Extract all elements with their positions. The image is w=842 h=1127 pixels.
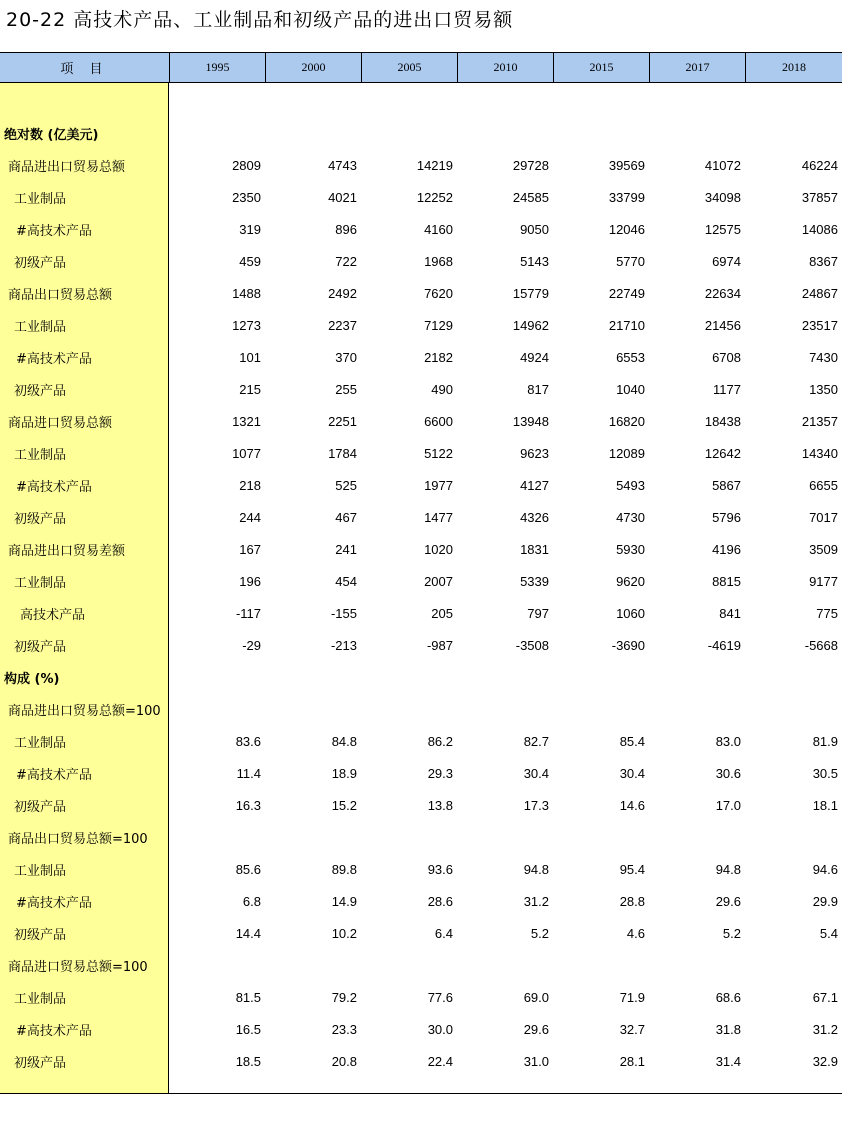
value-cell: 525 [335, 477, 357, 493]
value-cell: 37857 [801, 189, 838, 205]
value-cell: 5770 [616, 253, 645, 269]
value-cell: 2350 [232, 189, 261, 205]
header-year-cell: 2015 [553, 53, 649, 82]
row-label: 工业制品 [14, 735, 67, 751]
value-cell: 29.9 [812, 893, 838, 909]
value-cell: 6708 [712, 349, 741, 365]
value-cell: 5796 [712, 509, 741, 525]
table-row [0, 213, 842, 245]
value-cell: 46224 [801, 157, 838, 173]
value-cell: 85.6 [235, 861, 261, 877]
value-cell: 370 [335, 349, 357, 365]
value-cell: 29.3 [427, 765, 453, 781]
value-cell: 2492 [328, 285, 357, 301]
value-cell: 11.4 [236, 765, 261, 781]
value-cell: 8367 [809, 253, 838, 269]
value-cell: 89.8 [331, 861, 357, 877]
value-cell: 68.6 [715, 989, 741, 1005]
value-cell: 2809 [232, 157, 261, 173]
value-cell: 86.2 [427, 733, 453, 749]
table-row [0, 597, 842, 629]
value-cell: 5493 [616, 477, 645, 493]
value-cell: 196 [239, 573, 261, 589]
value-cell: 71.9 [619, 989, 645, 1005]
value-cell: 23517 [801, 317, 838, 333]
value-cell: 4160 [424, 221, 453, 237]
value-cell: 31.2 [523, 893, 549, 909]
header-year-cell: 2010 [457, 53, 553, 82]
value-cell: -213 [330, 637, 357, 653]
row-label: 工业制品 [14, 191, 67, 207]
value-cell: -4619 [707, 637, 741, 653]
value-cell: 1040 [616, 381, 645, 397]
row-label: #高技术产品 [16, 895, 92, 911]
value-cell: 2251 [328, 413, 357, 429]
row-label: 初级产品 [14, 383, 67, 399]
row-label: 初级产品 [14, 927, 67, 943]
value-cell: 28.6 [427, 893, 453, 909]
value-cell: 13.8 [427, 797, 453, 813]
value-cell: 4127 [520, 477, 549, 493]
value-cell: 5.2 [530, 925, 549, 941]
row-label: 绝对数 (亿美元) [4, 127, 99, 143]
value-cell: 14962 [512, 317, 549, 333]
value-cell: 83.0 [715, 733, 741, 749]
value-cell: 31.4 [715, 1053, 741, 1069]
row-label: #高技术产品 [16, 351, 92, 367]
value-cell: 30.4 [619, 765, 645, 781]
value-cell: 1273 [232, 317, 261, 333]
value-cell: 31.2 [812, 1021, 838, 1037]
value-cell: -29 [242, 637, 261, 653]
row-label: 商品进出口贸易差额 [8, 543, 126, 559]
value-cell: -117 [235, 605, 261, 621]
value-cell: 101 [239, 349, 261, 365]
row-label: 工业制品 [14, 319, 67, 335]
value-cell: 16820 [608, 413, 645, 429]
value-cell: 1784 [328, 445, 357, 461]
value-cell: 18.1 [812, 797, 838, 813]
table-bottom-border [0, 1093, 842, 1094]
value-cell: 29.6 [523, 1021, 549, 1037]
value-cell: 28.1 [619, 1053, 645, 1069]
value-cell: 9177 [809, 573, 838, 589]
row-label: #高技术产品 [16, 767, 92, 783]
table-row [0, 501, 842, 533]
value-cell: 83.6 [235, 733, 261, 749]
value-cell: 12642 [704, 445, 741, 461]
value-cell: -155 [330, 605, 357, 621]
value-cell: 1977 [424, 477, 453, 493]
value-cell: 167 [239, 541, 261, 557]
value-cell: 459 [239, 253, 261, 269]
value-cell: 21357 [801, 413, 838, 429]
value-cell: 7620 [424, 285, 453, 301]
value-cell: 1177 [713, 381, 741, 397]
header-year-cell: 1995 [169, 53, 265, 82]
value-cell: 12089 [608, 445, 645, 461]
table-row [0, 309, 842, 341]
value-cell: 490 [431, 381, 453, 397]
value-cell: 30.0 [427, 1021, 453, 1037]
value-cell: 205 [431, 605, 453, 621]
value-cell: 4924 [520, 349, 549, 365]
header-year-cell: 2018 [745, 53, 842, 82]
value-cell: 94.8 [523, 861, 549, 877]
table-row [0, 1045, 842, 1077]
value-cell: 15779 [512, 285, 549, 301]
row-label: 商品进出口贸易总额=100 [8, 703, 161, 719]
value-cell: 4.6 [626, 925, 645, 941]
value-cell: 93.6 [427, 861, 453, 877]
table-row [0, 149, 842, 181]
trade-table [0, 52, 842, 1093]
value-cell: 6.8 [242, 893, 261, 909]
value-cell: 13948 [512, 413, 549, 429]
table-row [0, 917, 842, 949]
row-label: 商品进出口贸易总额 [8, 159, 126, 175]
value-cell: 22634 [704, 285, 741, 301]
value-cell: -3690 [611, 637, 645, 653]
value-cell: 29728 [512, 157, 549, 173]
value-cell: 12046 [608, 221, 645, 237]
table-row [0, 181, 842, 213]
value-cell: 1350 [809, 381, 838, 397]
value-cell: 29.6 [715, 893, 741, 909]
value-cell: 81.5 [235, 989, 261, 1005]
value-cell: -987 [426, 637, 453, 653]
value-cell: 2237 [328, 317, 357, 333]
value-cell: 79.2 [331, 989, 357, 1005]
value-cell: 241 [335, 541, 357, 557]
value-cell: 95.4 [619, 861, 645, 877]
value-cell: 4326 [520, 509, 549, 525]
value-cell: 7017 [809, 509, 838, 525]
value-cell: 81.9 [812, 733, 838, 749]
table-header [0, 52, 842, 83]
row-label: 初级产品 [14, 799, 67, 815]
value-cell: 10.2 [331, 925, 357, 941]
value-cell: 14219 [416, 157, 453, 173]
value-cell: 2007 [424, 573, 453, 589]
table-row [0, 981, 842, 1013]
value-cell: 33799 [608, 189, 645, 205]
value-cell: 2182 [424, 349, 453, 365]
value-cell: 244 [239, 509, 261, 525]
value-cell: 69.0 [523, 989, 549, 1005]
value-cell: 1488 [232, 285, 261, 301]
value-cell: 775 [816, 605, 838, 621]
row-label: 商品出口贸易总额 [8, 287, 113, 303]
value-cell: 34098 [704, 189, 741, 205]
value-cell: 30.4 [523, 765, 549, 781]
value-cell: 896 [335, 221, 357, 237]
section-row [0, 117, 842, 149]
value-cell: 7430 [809, 349, 838, 365]
table-row [0, 437, 842, 469]
value-cell: 20.8 [331, 1053, 357, 1069]
value-cell: 255 [335, 381, 357, 397]
value-cell: 22.4 [427, 1053, 453, 1069]
section-row [0, 661, 842, 693]
value-cell: 32.7 [619, 1021, 645, 1037]
value-cell: 5122 [424, 445, 453, 461]
value-cell: 24585 [512, 189, 549, 205]
table-row [0, 821, 842, 853]
value-cell: 9620 [616, 573, 645, 589]
value-cell: 18.9 [331, 765, 357, 781]
value-cell: 9623 [520, 445, 549, 461]
value-cell: 1060 [616, 605, 645, 621]
row-label: 商品进口贸易总额=100 [8, 959, 148, 975]
value-cell: 84.8 [331, 733, 357, 749]
value-cell: 8815 [712, 573, 741, 589]
value-cell: 14.9 [331, 893, 357, 909]
value-cell: 28.8 [619, 893, 645, 909]
table-row [0, 885, 842, 917]
row-label: 工业制品 [14, 575, 67, 591]
value-cell: 5339 [520, 573, 549, 589]
value-cell: 18438 [704, 413, 741, 429]
value-cell: 67.1 [812, 989, 838, 1005]
page-title: 20-22 高技术产品、工业制品和初级产品的进出口贸易额 [6, 9, 514, 31]
table-row [0, 565, 842, 597]
value-cell: 31.8 [715, 1021, 741, 1037]
value-cell: 14.4 [235, 925, 261, 941]
value-cell: 1831 [520, 541, 549, 557]
value-cell: 21456 [704, 317, 741, 333]
row-label: 工业制品 [14, 447, 67, 463]
value-cell: 85.4 [619, 733, 645, 749]
row-label: 构成 (%) [4, 671, 60, 687]
value-cell: 16.3 [235, 797, 261, 813]
table-row [0, 853, 842, 885]
value-cell: 454 [335, 573, 357, 589]
table-row [0, 629, 842, 661]
table-row [0, 949, 842, 981]
value-cell: 31.0 [523, 1053, 549, 1069]
value-cell: 1020 [424, 541, 453, 557]
value-cell: 1321 [232, 413, 261, 429]
value-cell: 82.7 [523, 733, 549, 749]
table-row [0, 85, 842, 117]
value-cell: 18.5 [235, 1053, 261, 1069]
value-cell: 841 [719, 605, 741, 621]
value-cell: 1077 [232, 445, 261, 461]
row-label: #高技术产品 [16, 1023, 92, 1039]
value-cell: 467 [335, 509, 357, 525]
row-label: 初级产品 [14, 511, 67, 527]
row-label: 高技术产品 [20, 607, 86, 623]
value-cell: 17.0 [715, 797, 741, 813]
value-cell: 22749 [608, 285, 645, 301]
table-row [0, 1013, 842, 1045]
value-cell: 17.3 [523, 797, 549, 813]
value-cell: 24867 [801, 285, 838, 301]
row-label: 初级产品 [14, 255, 67, 271]
value-cell: 23.3 [331, 1021, 357, 1037]
value-cell: 14086 [801, 221, 838, 237]
value-cell: 77.6 [427, 989, 453, 1005]
value-cell: 797 [527, 605, 549, 621]
table-row [0, 405, 842, 437]
value-cell: 39569 [608, 157, 645, 173]
value-cell: 12575 [704, 221, 741, 237]
value-cell: 3509 [809, 541, 838, 557]
value-cell: 7129 [424, 317, 453, 333]
value-cell: 21710 [608, 317, 645, 333]
value-cell: 5.2 [722, 925, 741, 941]
table-row [0, 469, 842, 501]
table-body [0, 83, 842, 1093]
value-cell: 218 [239, 477, 261, 493]
value-cell: 1968 [424, 253, 453, 269]
row-label: 商品进口贸易总额 [8, 415, 113, 431]
row-label: #高技术产品 [16, 479, 92, 495]
value-cell: 94.8 [715, 861, 741, 877]
value-cell: 15.2 [331, 797, 357, 813]
row-label: 初级产品 [14, 1055, 67, 1071]
row-label: 工业制品 [14, 991, 67, 1007]
value-cell: 14.6 [619, 797, 645, 813]
header-item-cell: 项 目 [60, 62, 109, 77]
table-row [0, 693, 842, 725]
table-row [0, 533, 842, 565]
row-label: #高技术产品 [16, 223, 92, 239]
value-cell: 5.4 [819, 925, 838, 941]
value-cell: 5930 [616, 541, 645, 557]
value-cell: 722 [335, 253, 357, 269]
value-cell: 1477 [424, 509, 453, 525]
table-row [0, 373, 842, 405]
value-cell: 6974 [712, 253, 741, 269]
value-cell: 30.6 [715, 765, 741, 781]
value-cell: 4021 [328, 189, 357, 205]
header-year-cell: 2005 [361, 53, 457, 82]
value-cell: 6.4 [434, 925, 453, 941]
header-year-cell: 2017 [649, 53, 745, 82]
value-cell: 41072 [704, 157, 741, 173]
table-row [0, 341, 842, 373]
value-cell: 4730 [616, 509, 645, 525]
value-cell: 94.6 [812, 861, 838, 877]
value-cell: 4743 [328, 157, 357, 173]
value-cell: 817 [527, 381, 549, 397]
value-cell: 9050 [520, 221, 549, 237]
row-label: 工业制品 [14, 863, 67, 879]
row-label: 初级产品 [14, 639, 67, 655]
value-cell: 5143 [520, 253, 549, 269]
header-year-cell: 2000 [265, 53, 361, 82]
value-cell: 6655 [809, 477, 838, 493]
table-row [0, 757, 842, 789]
value-cell: 30.5 [812, 765, 838, 781]
value-cell: 16.5 [235, 1021, 261, 1037]
value-cell: 6553 [616, 349, 645, 365]
table-row [0, 789, 842, 821]
value-cell: 32.9 [812, 1053, 838, 1069]
value-cell: 215 [239, 381, 261, 397]
value-cell: 319 [239, 221, 261, 237]
value-cell: 5867 [712, 477, 741, 493]
value-cell: 6600 [424, 413, 453, 429]
value-cell: 4196 [712, 541, 741, 557]
value-cell: -5668 [804, 637, 838, 653]
table-row [0, 245, 842, 277]
value-cell: 14340 [801, 445, 838, 461]
row-label: 商品出口贸易总额=100 [8, 831, 148, 847]
value-cell: -3508 [515, 637, 549, 653]
table-row [0, 277, 842, 309]
value-cell: 12252 [416, 189, 453, 205]
table-row [0, 725, 842, 757]
